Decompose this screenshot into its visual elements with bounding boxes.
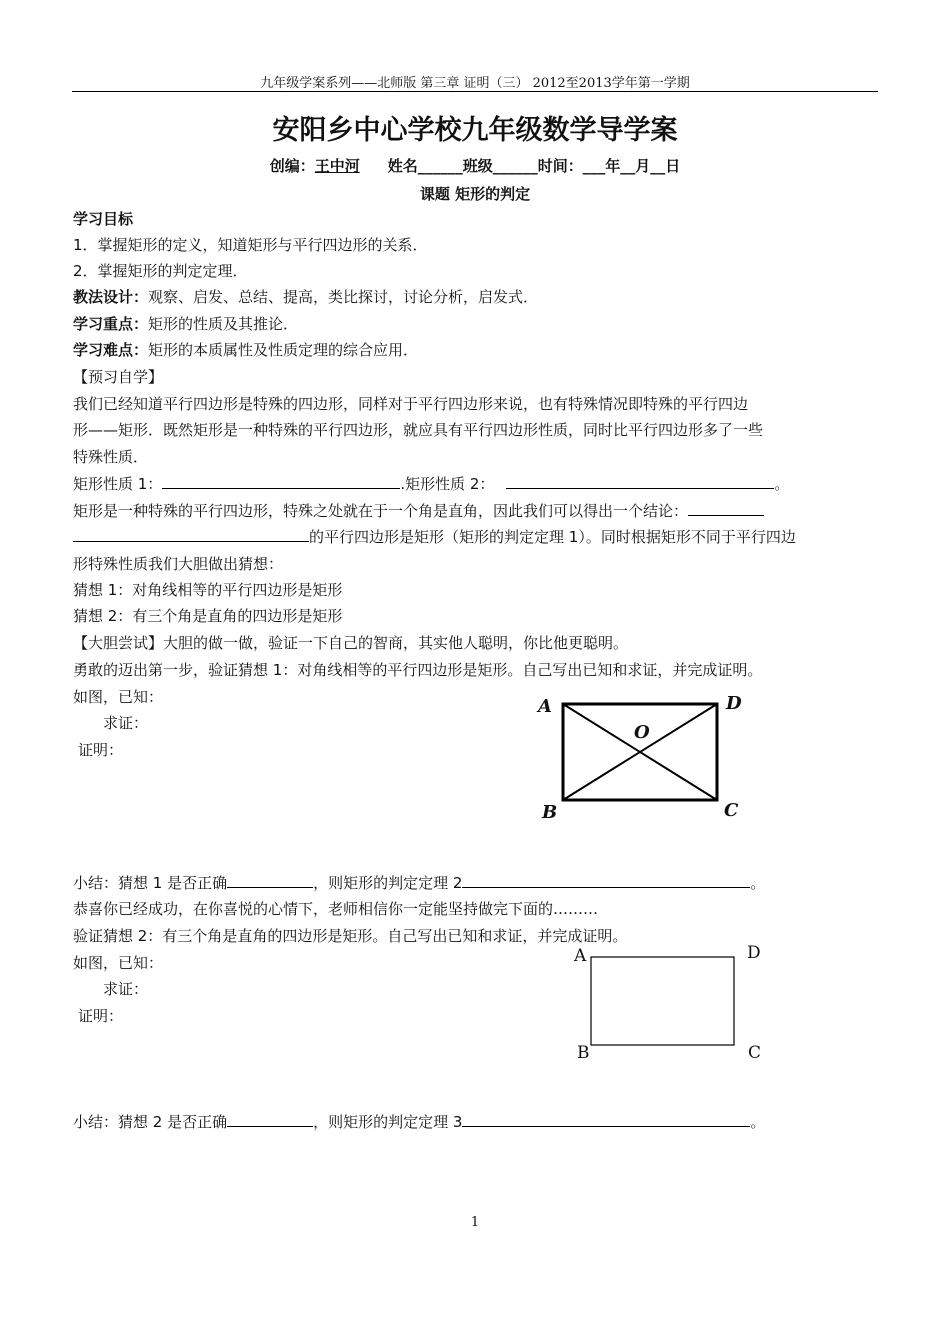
preview-paragraph-line-3: 特殊性质．: [73, 448, 149, 466]
difficulty-text: 矩形的本质属性及性质定理的综合应用．: [148, 341, 419, 359]
meta-line: [0, 155, 950, 176]
editor-name: 王中河: [314, 157, 360, 175]
rect-paragraph-line-2: [73, 527, 796, 547]
vertex-label-a: A: [538, 696, 552, 717]
header-rule: [72, 91, 878, 92]
properties-line: [73, 474, 789, 494]
name-field: 姓名______: [387, 157, 463, 175]
rect-paragraph-line-1: [73, 501, 764, 521]
summary-2-blank-b[interactable]: [462, 1112, 750, 1127]
figure-rectangle-diagonals: [530, 690, 760, 830]
preview-heading: 【预习自学】: [73, 368, 164, 386]
summary-2-text-c: 。: [750, 1113, 766, 1131]
try-line-1: 【大胆尝试】大胆的做一做，验证一下自己的智商，其实他人聪明，你比他更聪明。: [73, 634, 629, 652]
page-number: 1: [470, 1215, 480, 1230]
summary-2-blank-a[interactable]: [227, 1112, 313, 1127]
objective-2: 2．掌握矩形的判定定理．: [73, 262, 248, 280]
lesson-topic: 课题 矩形的判定: [419, 185, 531, 203]
summary-1-blank-b[interactable]: [462, 873, 750, 888]
property-end: 。: [774, 475, 790, 493]
prove-2: 求证：: [103, 980, 149, 998]
preview-paragraph-line-2: 形——矩形．既然矩形是一种特殊的平行四边形，就应具有平行四边形性质，同时比平行四边形多了一些: [73, 421, 764, 439]
rect-paragraph-line-3: 形特殊性质我们大胆做出猜想：: [73, 555, 284, 573]
prove-1: 求证：: [103, 714, 149, 732]
conjecture-1: 猜想 1：对角线相等的平行四边形是矩形: [73, 581, 343, 599]
rect-paragraph-text-2: 的平行四边形是矩形（矩形的判定定理 1）。同时根据矩形不同于平行四边: [309, 528, 796, 546]
method-label: 教法设计：: [73, 288, 149, 306]
vertex-label-b: B: [542, 802, 558, 823]
summary-2-text-a: 小结：猜想 2 是否正确: [73, 1113, 228, 1131]
vertex-label-b-2: B: [577, 1043, 590, 1063]
vertex-label-d: D: [726, 693, 742, 714]
summary-1-text-b: ，则矩形的判定定理 2: [313, 874, 463, 892]
objectives-heading: 学习目标: [73, 210, 134, 228]
verify-2-line: 验证猜想 2：有三个角是直角的四边形是矩形。自己写出已知和求证，并完成证明。: [73, 927, 628, 945]
property-1-label: 矩形性质 1：: [73, 475, 163, 493]
objective-1: 1．掌握矩形的定义，知道矩形与平行四边形的关系．: [73, 236, 428, 254]
summary-2: [73, 1112, 765, 1132]
vertex-label-c-2: C: [748, 1043, 762, 1063]
focus-line: [73, 314, 298, 334]
method-text: 观察、启发、总结、提高，类比探讨，讨论分析，启发式．: [148, 288, 539, 306]
proof-2: 证明：: [78, 1007, 124, 1025]
center-label-o: O: [634, 722, 650, 743]
summary-1-blank-a[interactable]: [227, 873, 313, 888]
property-1-blank[interactable]: [162, 474, 400, 489]
property-2-label: .矩形性质 2：: [400, 475, 495, 493]
document-title: 安阳乡中心学校九年级数学导学案: [272, 115, 678, 146]
rectangle-abcd-2: [591, 957, 734, 1045]
focus-text: 矩形的性质及其推论．: [148, 315, 299, 333]
time-field: 时间：___年__月__日: [537, 157, 681, 175]
summary-1-text-c: 。: [750, 874, 766, 892]
vertex-label-a-2: A: [574, 946, 587, 966]
editor-label: 创编：: [269, 157, 315, 175]
summary-1: [73, 873, 765, 893]
preview-paragraph-line-1: 我们已经知道平行四边形是特殊的四边形，同样对于平行四边形来说，也有特殊情况即特殊的平行四边: [73, 395, 749, 413]
proof-1: 证明：: [78, 741, 124, 759]
congrats-line: 恭喜你已经成功，在你喜悦的心情下，老师相信你一定能坚持做完下面的………: [73, 900, 599, 918]
class-field: 班级______: [462, 157, 538, 175]
conclusion-blank-a[interactable]: [688, 501, 764, 516]
summary-1-text-a: 小结：猜想 1 是否正确: [73, 874, 228, 892]
focus-label: 学习重点：: [73, 315, 149, 333]
conjecture-2: 猜想 2：有三个角是直角的四边形是矩形: [73, 607, 343, 625]
try-line-2: 勇敢的迈出第一步，验证猜想 1：对角线相等的平行四边形是矩形。自己写出已知和求证，并完成证明。: [73, 661, 763, 679]
conclusion-blank-b[interactable]: [73, 527, 309, 542]
figure-rectangle-plain: [570, 940, 800, 1070]
given-1: 如图，已知：: [73, 688, 164, 706]
figure-2-svg: [570, 940, 800, 1070]
summary-2-text-b: ，则矩形的判定定理 3: [313, 1113, 463, 1131]
property-2-blank[interactable]: [506, 474, 774, 489]
vertex-label-c: C: [724, 800, 739, 821]
difficulty-label: 学习难点：: [73, 341, 149, 359]
given-2: 如图，已知：: [73, 954, 164, 972]
difficulty-line: [73, 340, 418, 360]
method-line: [73, 287, 538, 307]
rect-paragraph-text-1: 矩形是一种特殊的平行四边形，特殊之处就在于一个角是直角，因此我们可以得出一个结论：: [73, 502, 689, 520]
vertex-label-d-2: D: [747, 943, 761, 963]
running-header: 九年级学案系列——北师版 第三章 证明（三） 2012至2013学年第一学期: [260, 76, 690, 91]
